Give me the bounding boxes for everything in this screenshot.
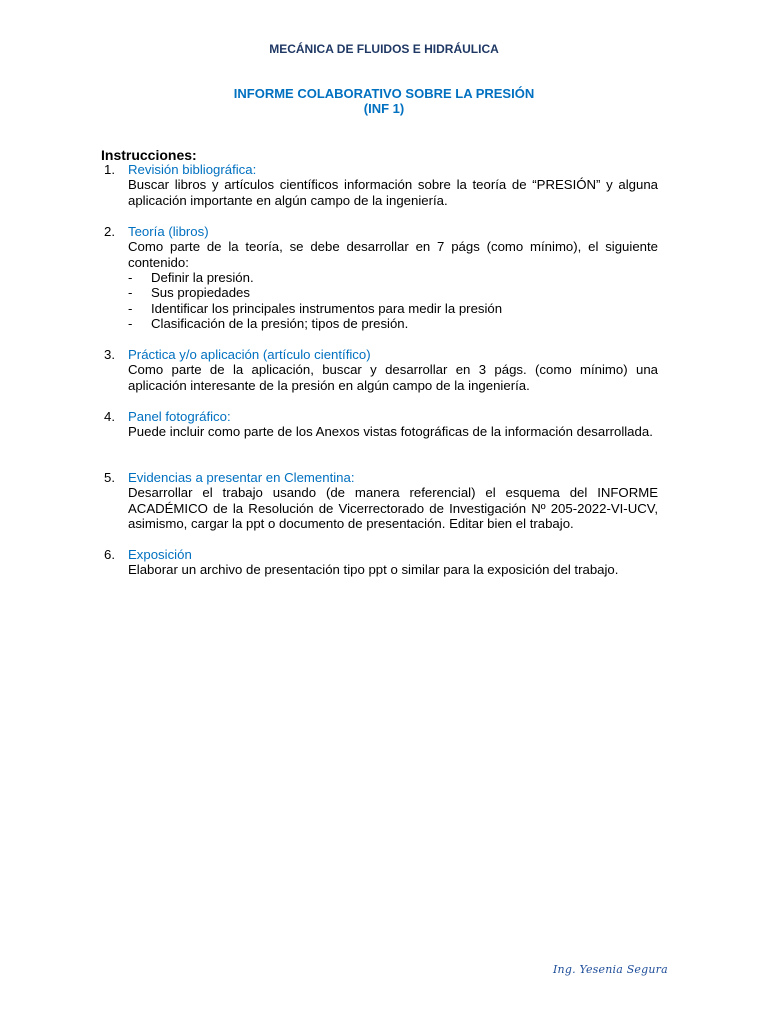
- item-number: 1.: [104, 162, 115, 177]
- page-header: MECÁNICA DE FLUIDOS E HIDRÁULICA: [269, 42, 499, 56]
- item-body: [128, 177, 658, 208]
- list-item: - Sus propiedades: [128, 285, 658, 300]
- item-body: [128, 239, 658, 270]
- author-signature: Ing. Yesenia Segura: [553, 963, 668, 976]
- item-number: 5.: [104, 470, 115, 485]
- item-heading: Panel fotográfico:: [128, 409, 231, 424]
- document-title: [0, 86, 768, 116]
- item-text: Buscar libros y artículos científicos información sobre la teoría de “PRESIÓN” y alguna aplicación importante en algún campo de la ingeniería.: [128, 177, 658, 208]
- item-heading: Evidencias a presentar en Clementina:: [128, 470, 355, 485]
- list-item: - Definir la presión.: [128, 270, 658, 285]
- item-number: 6.: [104, 547, 115, 562]
- title-line-2: (INF 1): [363, 101, 405, 116]
- item-number: 3.: [104, 347, 115, 362]
- item-body: [128, 485, 658, 531]
- item-heading: Práctica y/o aplicación (artículo científico): [128, 347, 371, 362]
- item-body: [128, 362, 658, 393]
- title-line-1: INFORME COLABORATIVO SOBRE LA PRESIÓN: [233, 86, 535, 101]
- item-text: Puede incluir como parte de los Anexos vistas fotográficas de la información desarrollada.: [128, 424, 653, 440]
- list-item: - Clasificación de la presión; tipos de presión.: [128, 316, 658, 331]
- list-item: - Identificar los principales instrumentos para medir la presión: [128, 301, 658, 316]
- item-heading: Exposición: [128, 547, 192, 562]
- item-text: Como parte de la aplicación, buscar y desarrollar en 3 págs. (como mínimo) una aplicación interesante de la presión en algún campo de la ingeniería.: [128, 362, 658, 393]
- item-number: 2.: [104, 224, 115, 239]
- item-text: Elaborar un archivo de presentación tipo ppt o similar para la exposición del trabajo.: [128, 562, 619, 578]
- instructions-label: Instrucciones:: [101, 147, 197, 163]
- item-body: [128, 562, 658, 577]
- item-heading: Revisión bibliográfica:: [128, 162, 257, 177]
- theory-bullet-list: [128, 270, 658, 332]
- item-number: 4.: [104, 409, 115, 424]
- item-text: Como parte de la teoría, se debe desarrollar en 7 págs (como mínimo), el siguiente contenido:: [128, 239, 658, 270]
- item-heading: Teoría (libros): [128, 224, 209, 239]
- item-text: Desarrollar el trabajo usando (de manera referencial) el esquema del INFORME ACADÉMICO de la Resolución de Vicerrectorado de Investigación Nº 205-2022-VI-UCV, asimismo, cargar la ppt o documento de presentación. Editar bien el trabajo.: [128, 485, 658, 532]
- item-body: [128, 424, 658, 439]
